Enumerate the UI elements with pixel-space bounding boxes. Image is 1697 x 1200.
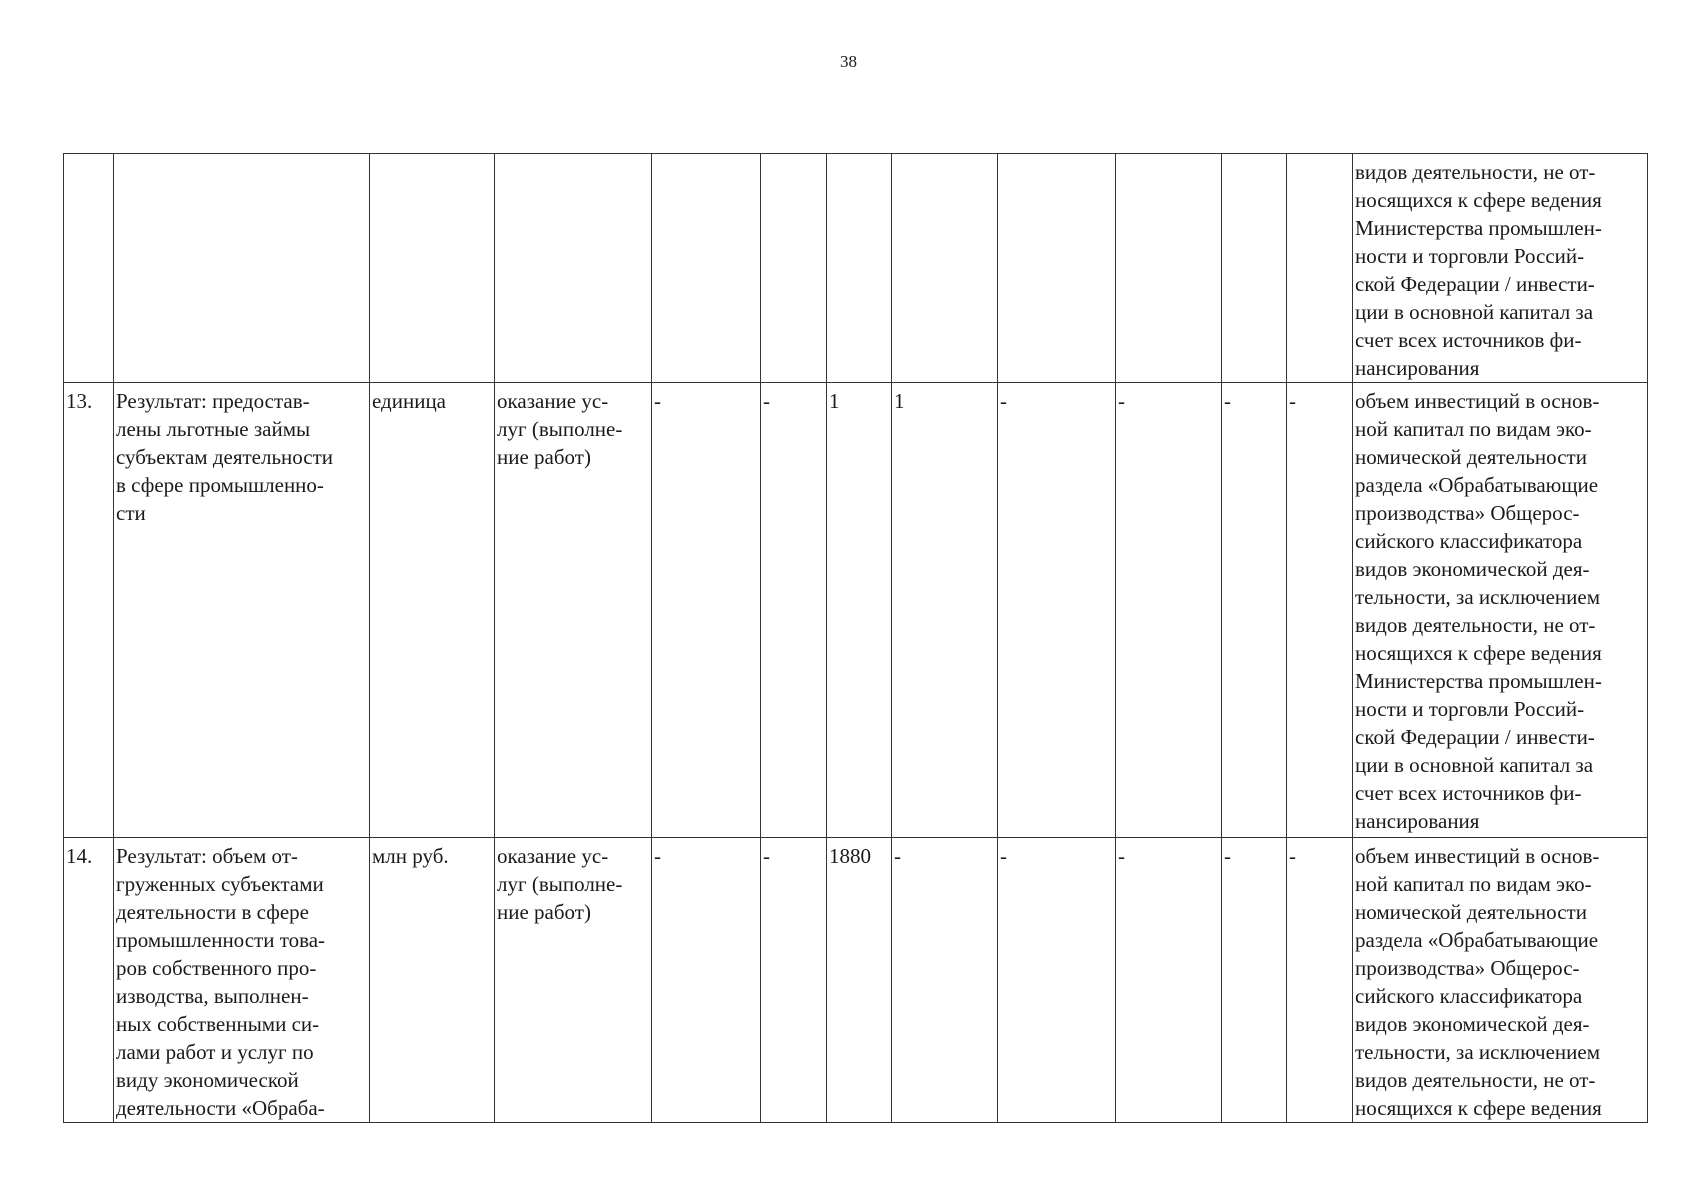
result-description: Результат: объем от- груженных субъектами деятельности в сфере промышленности това- ров собственного про- изводства, выполнен- ных собственными си- лами работ и услуг по виду экономической деятельности «Обраба-	[114, 838, 370, 1123]
type-cell	[495, 154, 652, 383]
value-cell: -	[761, 383, 827, 838]
value-cell: 1	[827, 383, 892, 838]
indicator-note: видов деятельности, не от- носящихся к сфере ведения Министерства промышлен- ности и торговли Россий- ской Федерации / инвести- ции в основной капитал за счет всех источников фи- нансирования	[1353, 154, 1648, 383]
results-table	[63, 153, 1648, 1123]
value-cell	[761, 154, 827, 383]
type-cell: оказание ус- луг (выполне- ние работ)	[495, 383, 652, 838]
value-cell: -	[998, 838, 1116, 1123]
value-cell: -	[761, 838, 827, 1123]
value-cell: -	[1287, 383, 1353, 838]
value-cell	[827, 154, 892, 383]
unit-cell: млн руб.	[370, 838, 495, 1123]
unit-cell: единица	[370, 383, 495, 838]
value-cell: -	[1116, 838, 1222, 1123]
page-number: 38	[840, 52, 857, 71]
value-cell	[892, 154, 998, 383]
row-number: 14.	[64, 838, 114, 1123]
type-cell: оказание ус- луг (выполне- ние работ)	[495, 838, 652, 1123]
row-number	[64, 154, 114, 383]
value-cell: 1	[892, 383, 998, 838]
value-cell	[652, 154, 761, 383]
value-cell	[998, 154, 1116, 383]
value-cell: -	[652, 383, 761, 838]
value-cell: -	[892, 838, 998, 1123]
result-description	[114, 154, 370, 383]
value-cell	[1287, 154, 1353, 383]
result-description: Результат: предостав- лены льготные займы субъектам деятельности в сфере промышленно- сти	[114, 383, 370, 838]
value-cell: -	[1116, 383, 1222, 838]
value-cell: -	[1222, 838, 1287, 1123]
value-cell: -	[1222, 383, 1287, 838]
value-cell: -	[998, 383, 1116, 838]
table-row	[64, 383, 1648, 838]
value-cell: -	[1287, 838, 1353, 1123]
indicator-note: объем инвестиций в основ- ной капитал по видам эко- номической деятельности раздела «Обрабатывающие производства» Общерос- сийского классификатора видов экономической дея- тельности, за исключением видов деятельности, не от- носящихся к сфере ведения	[1353, 838, 1648, 1123]
value-cell	[1116, 154, 1222, 383]
table-row	[64, 154, 1648, 383]
row-number: 13.	[64, 383, 114, 838]
indicator-note: объем инвестиций в основ- ной капитал по видам эко- номической деятельности раздела «Обрабатывающие производства» Общерос- сийского классификатора видов экономической дея- тельности, за исключением видов деятельности, не от- носящихся к сфере ведения Министерства промышлен- ности и торговли Россий- ской Федерации / инвести- ции в основной капитал за счет всех источников фи- нансирования	[1353, 383, 1648, 838]
value-cell: 1880	[827, 838, 892, 1123]
table-row	[64, 838, 1648, 1123]
value-cell	[1222, 154, 1287, 383]
unit-cell	[370, 154, 495, 383]
value-cell: -	[652, 838, 761, 1123]
